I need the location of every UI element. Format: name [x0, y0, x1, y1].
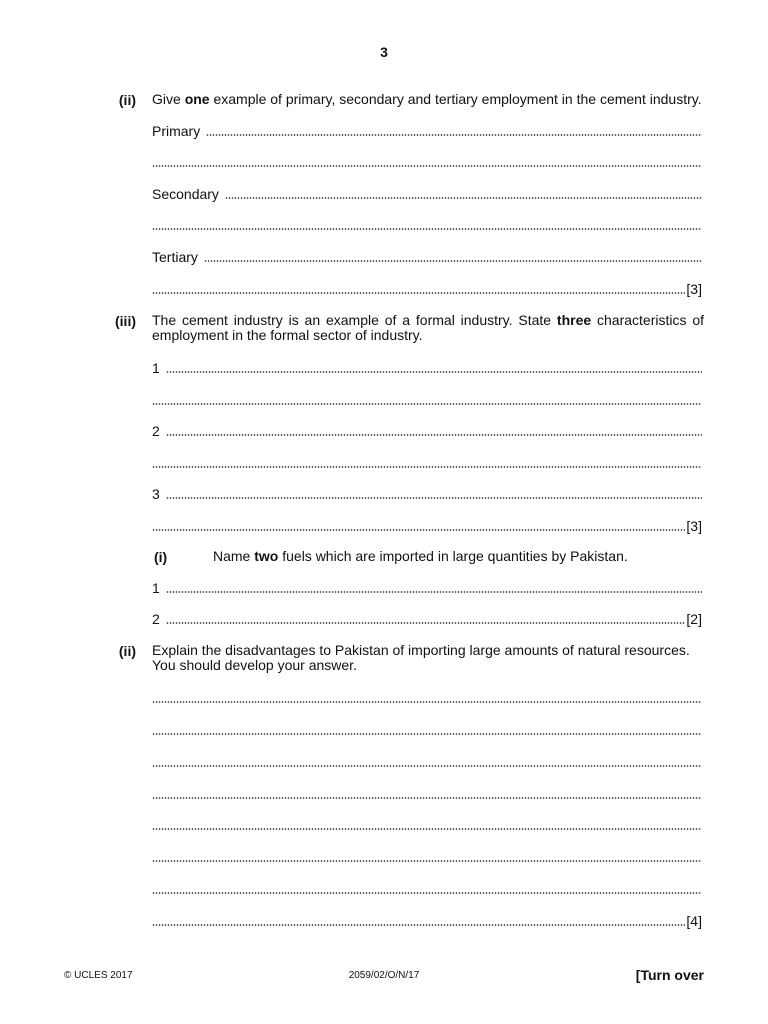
answer-line-iii-2[interactable]	[152, 423, 702, 439]
dotted-line	[152, 796, 702, 800]
answer-line-primary[interactable]	[152, 123, 702, 139]
answer-line-secondary-2[interactable]	[152, 217, 702, 233]
answer-line-secondary[interactable]	[152, 186, 702, 202]
dotted-line	[206, 133, 702, 137]
dotted-line	[152, 827, 702, 831]
dotted-line	[204, 259, 702, 263]
label-3: 3	[152, 486, 160, 502]
answer-line-ii-b-5[interactable]	[152, 817, 702, 833]
marks-label: [4]	[686, 913, 702, 929]
dotted-line	[152, 402, 702, 406]
dotted-line	[166, 433, 702, 437]
question-iii-text: The cement industry is an example of a formal industry. State three characteristics of employment in the formal sector of industry.	[152, 312, 704, 343]
question-number-iii: (iii)	[115, 313, 136, 329]
dotted-line	[166, 621, 686, 625]
question-text-line: Explain the disadvantages to Pakistan of importing large amounts of natural resources.	[152, 642, 690, 658]
question-ii-b-text	[152, 643, 704, 673]
marks-label: [3]	[686, 281, 702, 297]
answer-line-ii-b-4[interactable]	[152, 786, 702, 802]
answer-line-iii-1[interactable]	[152, 360, 702, 376]
question-ii-text: Give one example of primary, secondary and tertiary employment in the cement industry.	[152, 91, 702, 107]
question-number-ii-b: (ii)	[118, 643, 136, 659]
footer-copyright: © UCLES 2017	[64, 970, 133, 981]
answer-line-primary-2[interactable]	[152, 154, 702, 170]
marks-label: [3]	[686, 518, 702, 534]
question-i-text: Name two fuels which are imported in large quantities by Pakistan.	[213, 548, 628, 564]
dotted-line	[225, 196, 702, 200]
answer-line-ii-b-1[interactable]	[152, 690, 702, 706]
label-1: 1	[152, 360, 160, 376]
answer-line-ii-b-7[interactable]	[152, 881, 702, 897]
answer-line-iii-1b[interactable]	[152, 392, 702, 408]
page-number: 3	[380, 44, 388, 60]
dotted-line	[152, 923, 685, 927]
dotted-line	[152, 291, 685, 295]
label-1: 1	[152, 580, 160, 596]
dotted-line	[152, 859, 702, 863]
question-number-ii: (ii)	[118, 92, 136, 108]
label-secondary: Secondary	[152, 186, 219, 202]
answer-line-tertiary[interactable]	[152, 249, 702, 265]
marks-label: [2]	[686, 611, 702, 627]
dotted-line	[152, 227, 702, 231]
dotted-line	[152, 164, 702, 168]
footer-paper-code: 2059/02/O/N/17	[348, 970, 420, 981]
answer-line-iii-3[interactable]	[152, 486, 702, 502]
question-text-line: You should develop your answer.	[152, 657, 357, 673]
label-2: 2	[152, 611, 160, 627]
answer-line-ii-b-3[interactable]	[152, 754, 702, 770]
label-tertiary: Tertiary	[152, 249, 198, 265]
answer-line-ii-b-2[interactable]	[152, 722, 702, 738]
answer-line-i-2[interactable]	[152, 611, 702, 627]
dotted-line	[152, 528, 685, 532]
dotted-line	[152, 465, 702, 469]
answer-line-tertiary-2[interactable]	[152, 281, 702, 297]
label-primary: Primary	[152, 123, 201, 139]
answer-line-ii-b-6[interactable]	[152, 849, 702, 865]
dotted-line	[166, 590, 702, 594]
answer-line-iii-3b[interactable]	[152, 518, 702, 534]
answer-line-i-1[interactable]	[152, 580, 702, 596]
label-2: 2	[152, 423, 160, 439]
turn-over: [Turn over	[635, 967, 704, 983]
dotted-line	[152, 891, 702, 895]
answer-line-iii-2b[interactable]	[152, 455, 702, 471]
answer-line-ii-b-8[interactable]	[152, 913, 702, 929]
dotted-line	[166, 370, 702, 374]
dotted-line	[152, 700, 702, 704]
question-number-i: (i)	[154, 549, 168, 565]
dotted-line	[152, 732, 702, 736]
dotted-line	[166, 496, 702, 500]
dotted-line	[152, 764, 702, 768]
